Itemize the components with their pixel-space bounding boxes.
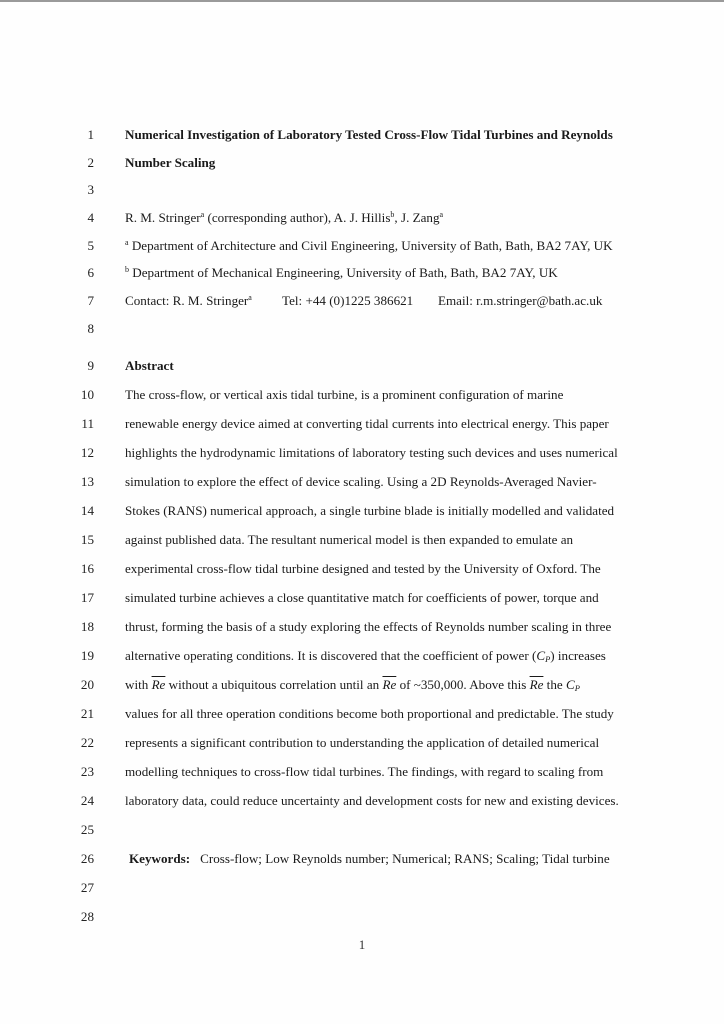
text-run: the	[543, 677, 566, 692]
author-name: R. M. Stringer	[125, 210, 201, 225]
paper-title-line-2: Number Scaling	[125, 155, 216, 170]
subscript: P	[545, 654, 551, 664]
abstract-line: The cross-flow, or vertical axis tidal turbine, is a prominent configuration of marine	[125, 387, 564, 402]
author-note: (corresponding author), A. J. Hillis	[204, 210, 391, 225]
manuscript-line	[0, 443, 724, 463]
abstract-line	[125, 646, 606, 669]
manuscript-line	[0, 530, 724, 550]
abstract-line: experimental cross-flow tidal turbine designed and tested by the University of Oxford. The	[125, 561, 601, 576]
abstract-heading: Abstract	[125, 358, 174, 373]
reynolds-mean-symbol: $\overline{Re}$	[529, 677, 544, 692]
manuscript-line	[0, 762, 724, 782]
manuscript-line	[0, 385, 724, 405]
manuscript-line	[0, 208, 724, 228]
manuscript-line	[0, 791, 724, 811]
abstract-line: laboratory data, could reduce uncertainty and development costs for new and existing devices.	[125, 793, 619, 808]
line-number: 21	[80, 706, 94, 721]
manuscript-line	[0, 501, 724, 521]
reynolds-mean-symbol: $\overline{Re}$	[151, 677, 166, 692]
affiliation-marker: a	[125, 238, 129, 247]
abstract-line: Stokes (RANS) numerical approach, a single turbine blade is initially modelled and validated	[125, 503, 615, 518]
line-number: 19	[80, 648, 94, 663]
manuscript-line	[0, 733, 724, 753]
manuscript-line	[0, 319, 724, 339]
affiliation-marker: a	[248, 293, 252, 302]
author-list	[125, 208, 443, 228]
author-name: , J. Zang	[394, 210, 440, 225]
affiliation-a	[125, 236, 613, 256]
line-number: 5	[87, 238, 94, 253]
keywords-text: Cross-flow; Low Reynolds number; Numerical; RANS; Scaling; Tidal turbine	[200, 851, 610, 866]
manuscript-line	[0, 617, 724, 637]
line-number: 3	[87, 182, 94, 197]
manuscript-line	[0, 646, 724, 666]
line-number: 2	[87, 155, 94, 170]
line-number: 23	[80, 764, 94, 779]
line-number: 6	[87, 265, 94, 280]
line-number: 8	[87, 321, 94, 336]
manuscript-line	[0, 704, 724, 724]
line-number: 7	[87, 293, 94, 308]
manuscript-line	[0, 356, 724, 376]
affiliation-marker: b	[125, 265, 129, 274]
abstract-line: simulation to explore the effect of device scaling. Using a 2D Reynolds-Averaged Navier-	[125, 474, 597, 489]
manuscript-line	[0, 236, 724, 256]
manuscript-line	[0, 291, 724, 311]
manuscript-line	[0, 153, 724, 173]
line-number: 12	[80, 445, 94, 460]
affiliation-marker: a	[200, 210, 205, 219]
manuscript-line	[0, 820, 724, 840]
line-number: 28	[80, 909, 94, 924]
line-number: 4	[87, 210, 94, 225]
line-number: 16	[80, 561, 94, 576]
line-number: 22	[80, 735, 94, 750]
line-number: 14	[80, 503, 94, 518]
text-run: without a ubiquitous correlation until an	[165, 677, 383, 692]
line-number: 1	[87, 127, 94, 142]
abstract-line: represents a significant contribution to understanding the application of detailed numerical	[125, 735, 600, 750]
abstract-line: modelling techniques to cross-flow tidal turbines. The findings, with regard to scaling from	[125, 764, 604, 779]
abstract-line	[125, 675, 580, 698]
line-number: 11	[81, 416, 94, 431]
line-number: 25	[80, 822, 94, 837]
affiliation-b	[125, 263, 558, 283]
line-number: 10	[80, 387, 94, 402]
manuscript-line	[0, 878, 724, 898]
contact-email: Email: r.m.stringer@bath.ac.uk	[438, 293, 603, 308]
abstract-line: simulated turbine achieves a close quantitative match for coefficients of power, torque and	[125, 590, 599, 605]
manuscript-line	[0, 125, 724, 145]
abstract-line: highlights the hydrodynamic limitations of laboratory testing such devices and uses numerical	[125, 445, 618, 460]
scan-top-edge	[0, 0, 724, 2]
line-number: 15	[80, 532, 94, 547]
manuscript-line	[0, 675, 724, 695]
subscript: P	[574, 683, 580, 693]
manuscript-line	[0, 414, 724, 434]
affiliation-marker: b	[390, 210, 395, 219]
page-number: 1	[358, 937, 366, 952]
manuscript-line	[0, 472, 724, 492]
text-run: with	[125, 677, 152, 692]
reynolds-mean-symbol: $\overline{Re}$	[382, 677, 397, 692]
text-run: ) increases	[550, 648, 606, 663]
contact-tel: Tel: +44 (0)1225 386621	[282, 293, 414, 308]
manuscript-line	[0, 849, 724, 869]
affiliation-marker: a	[439, 210, 444, 219]
manuscript-line	[0, 907, 724, 927]
line-number: 27	[80, 880, 94, 895]
abstract-line: against published data. The resultant numerical model is then expanded to emulate an	[125, 532, 574, 547]
abstract-line: thrust, forming the basis of a study exploring the effects of Reynolds number scaling in three	[125, 619, 612, 634]
keywords-label: Keywords:	[129, 851, 191, 866]
line-number: 17	[80, 590, 94, 605]
power-coefficient-symbol: C	[565, 677, 575, 692]
abstract-line: values for all three operation conditions become both proportional and predictable. The study	[125, 706, 614, 721]
affiliation-text: Department of Architecture and Civil Engineering, University of Bath, Bath, BA2 7AY, UK	[128, 238, 613, 253]
power-coefficient-symbol: C	[536, 648, 546, 663]
line-number: 20	[80, 677, 94, 692]
manuscript-line	[0, 180, 724, 200]
line-number: 9	[87, 358, 94, 373]
manuscript-line	[0, 263, 724, 283]
manuscript-line	[0, 559, 724, 579]
text-run: alternative operating conditions. It is discovered that the coefficient of power (	[125, 648, 537, 663]
contact-name	[125, 291, 252, 311]
abstract-line: renewable energy device aimed at converting tidal currents into electrical energy. This paper	[125, 416, 609, 431]
line-number: 24	[80, 793, 94, 808]
contact-label: Contact: R. M. Stringer	[125, 293, 249, 308]
paper-title-line-1: Numerical Investigation of Laboratory Tested Cross-Flow Tidal Turbines and Reynolds	[125, 127, 613, 142]
text-run: of ~350,000. Above this	[396, 677, 530, 692]
line-number: 26	[80, 851, 94, 866]
manuscript-line	[0, 588, 724, 608]
line-number: 18	[80, 619, 94, 634]
affiliation-text: Department of Mechanical Engineering, University of Bath, Bath, BA2 7AY, UK	[129, 265, 558, 280]
keywords	[129, 849, 610, 869]
line-number: 13	[80, 474, 94, 489]
